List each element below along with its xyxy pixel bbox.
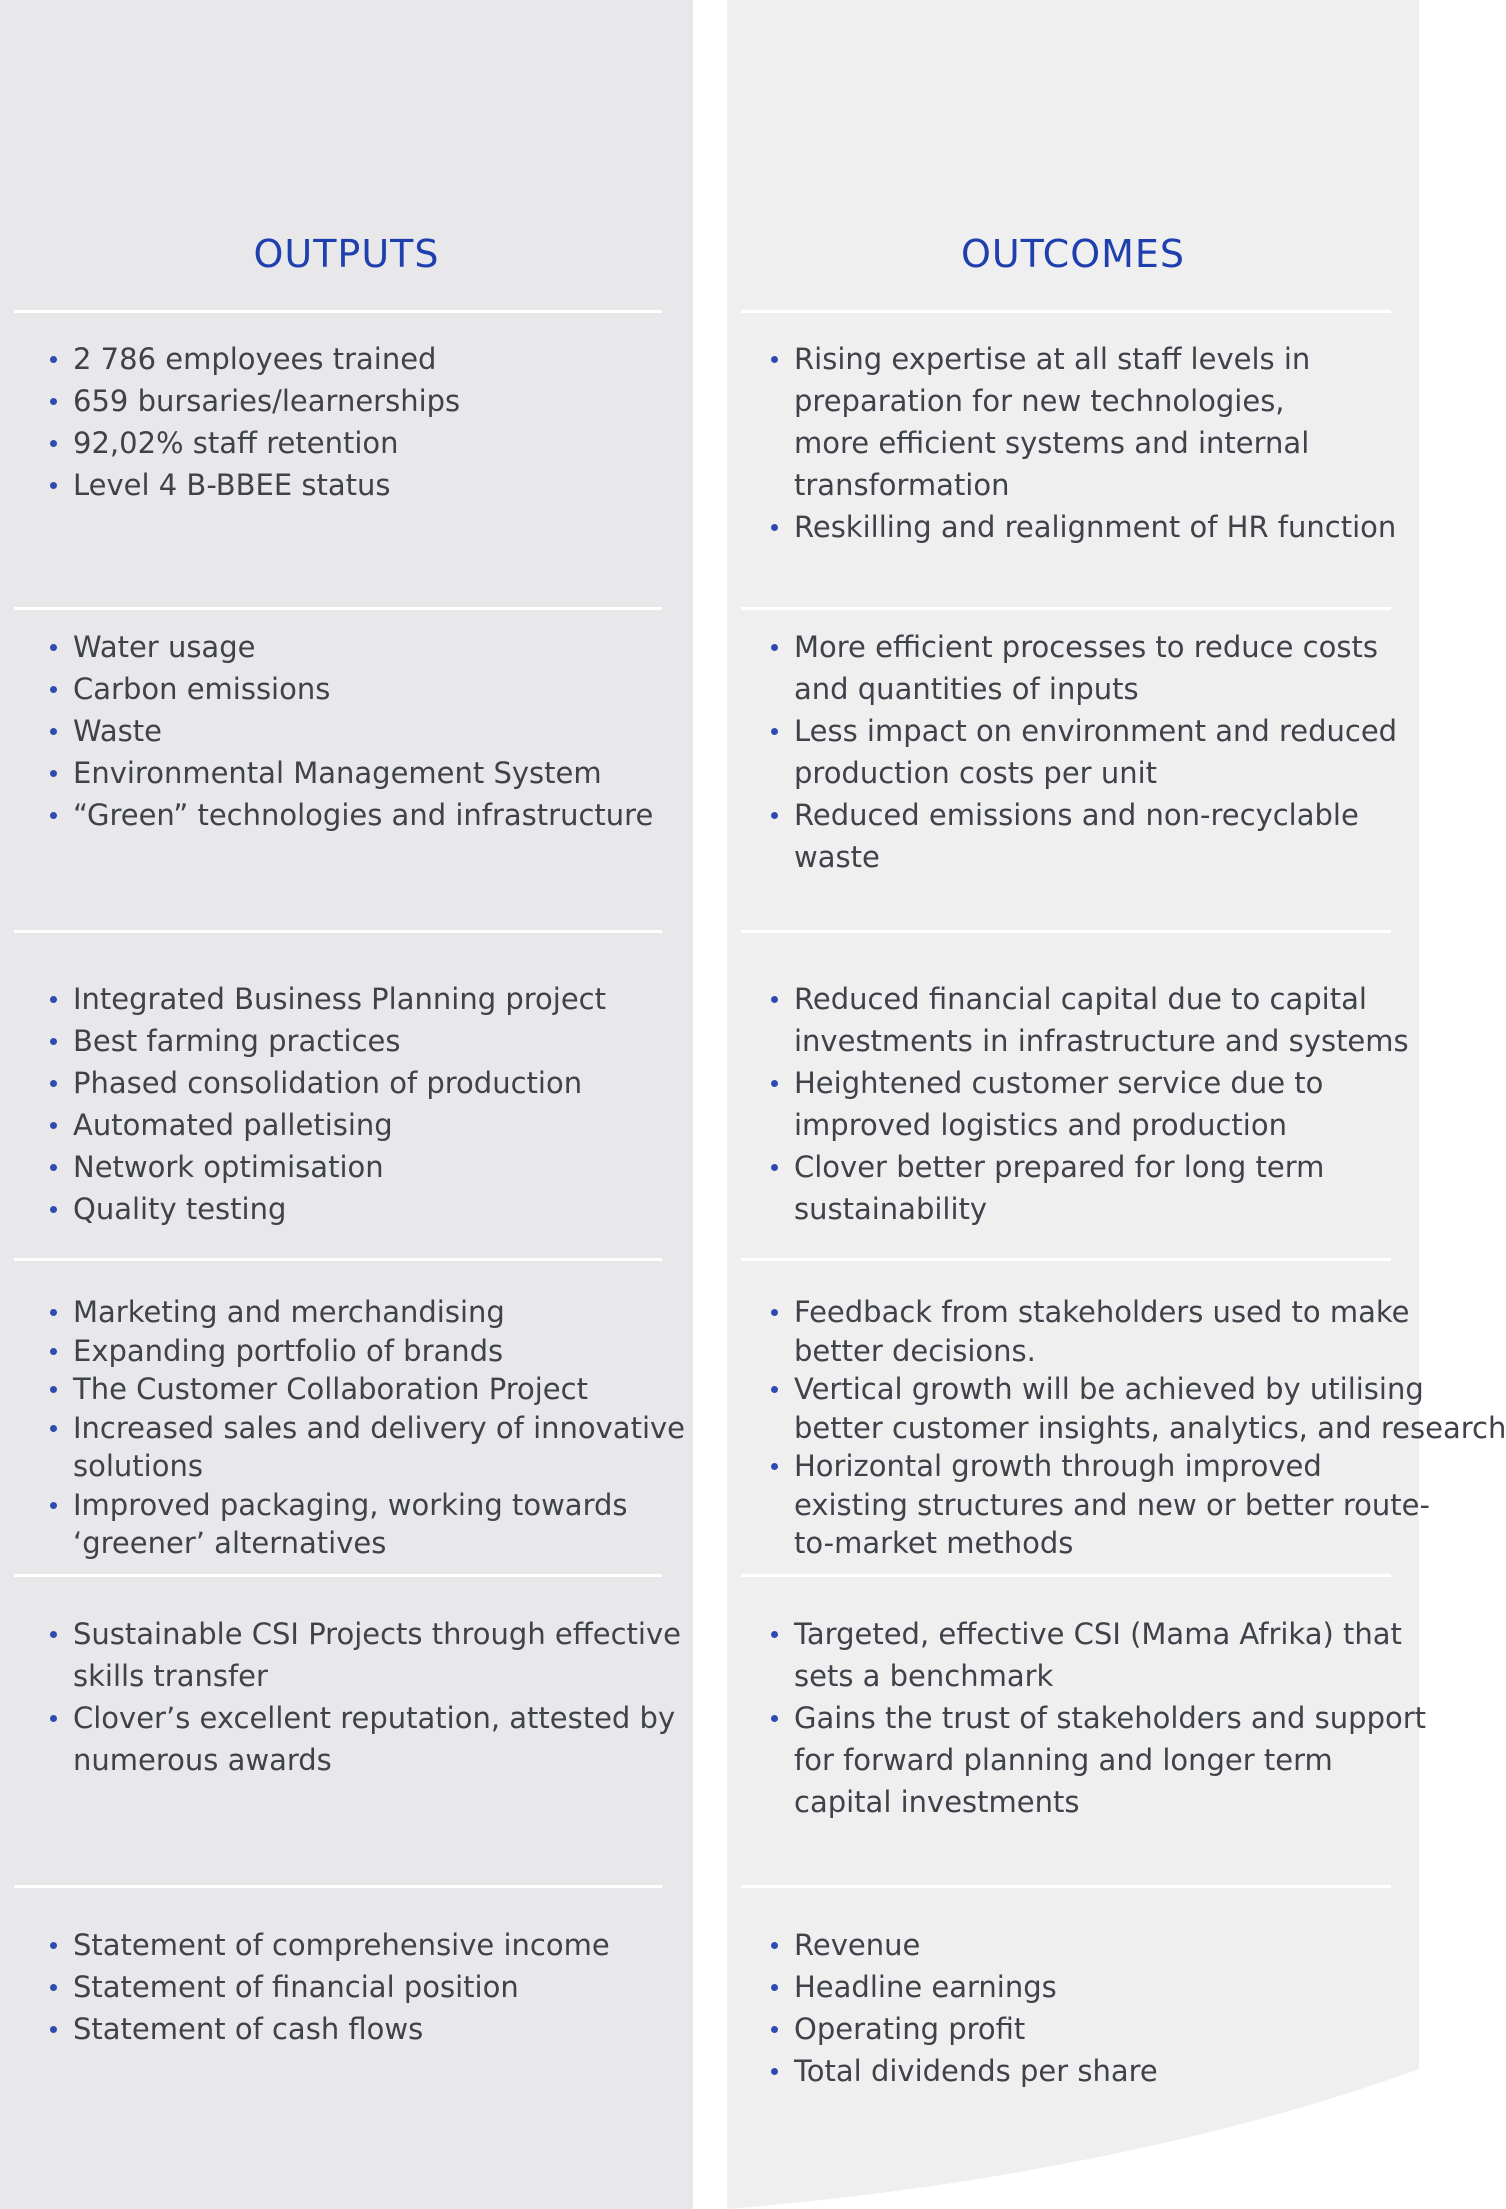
outputs-section-human-capital [44, 338, 684, 506]
list-item: Reduced financial capital due to capital investments in infrastructure and systems [765, 978, 1415, 1062]
divider [14, 1885, 662, 1888]
list-item: Clover better prepared for long term sustainability [765, 1146, 1415, 1230]
list-item: Targeted, effective CSI (Mama Afrika) that sets a benchmark [765, 1613, 1415, 1697]
list-item: Quality testing [44, 1188, 684, 1230]
divider [741, 1258, 1391, 1261]
list-item: Network optimisation [44, 1146, 684, 1188]
list-item: More efficient processes to reduce costs and quantities of inputs [765, 626, 1415, 710]
list-item: Gains the trust of stakeholders and support for forward planning and longer term capital investments [765, 1697, 1415, 1823]
list-item: Operating profit [765, 2008, 1415, 2050]
outputs-column [0, 0, 693, 2209]
list-item: Level 4 B-BBEE status [44, 464, 684, 506]
list-item: Integrated Business Planning project [44, 978, 684, 1020]
divider [14, 1258, 662, 1261]
outputs-section-natural-capital [44, 626, 684, 836]
list-item: Vertical growth will be achieved by utilising better customer insights, analytics, and research [765, 1370, 1415, 1447]
divider [741, 310, 1391, 313]
list-item: Waste [44, 710, 684, 752]
outputs-section-financial-capital [44, 1924, 684, 2050]
outcomes-column [727, 0, 1506, 2209]
divider [741, 607, 1391, 610]
list-item: Reduced emissions and non-recyclable waste [765, 794, 1415, 878]
divider [14, 310, 662, 313]
list-item: Carbon emissions [44, 668, 684, 710]
outcomes-section-intellectual-capital [765, 1293, 1506, 1563]
outputs-section-manufactured-capital [44, 978, 684, 1230]
list-item: Total dividends per share [765, 2050, 1415, 2092]
list-item: Water usage [44, 626, 684, 668]
list-item: Reskilling and realignment of HR function [765, 506, 1415, 548]
list-item: Clover’s excellent reputation, attested by numerous awards [44, 1697, 684, 1781]
divider [741, 1574, 1391, 1577]
list-item: Expanding portfolio of brands [44, 1332, 684, 1371]
list-item: Sustainable CSI Projects through effective skills transfer [44, 1613, 684, 1697]
list-item: Headline earnings [765, 1966, 1415, 2008]
outcomes-section-financial-capital [765, 1924, 1415, 2092]
list-item: Phased consolidation of production [44, 1062, 684, 1104]
list-item: Revenue [765, 1924, 1415, 1966]
list-item: 92,02% staff retention [44, 422, 684, 464]
outputs-section-intellectual-capital [44, 1293, 684, 1563]
list-item: Feedback from stakeholders used to make better decisions. [765, 1293, 1415, 1370]
list-item: Horizontal growth through improved existing structures and new or better route- to-market methods [765, 1447, 1415, 1563]
list-item: Best farming practices [44, 1020, 684, 1062]
divider [14, 1574, 662, 1577]
outputs-heading: OUTPUTS [253, 232, 440, 276]
outcomes-heading: OUTCOMES [960, 232, 1186, 276]
list-item: Rising expertise at all staff levels in preparation for new technologies, more efficient systems and internal transformation [765, 338, 1415, 506]
list-item: Environmental Management System [44, 752, 684, 794]
list-item: Statement of comprehensive income [44, 1924, 684, 1966]
list-item: Heightened customer service due to improved logistics and production [765, 1062, 1415, 1146]
list-item: 659 bursaries/learnerships [44, 380, 684, 422]
outputs-section-social-capital [44, 1613, 684, 1781]
outcomes-section-natural-capital [765, 626, 1415, 878]
list-item: Statement of cash flows [44, 2008, 684, 2050]
outcomes-section-manufactured-capital [765, 978, 1415, 1230]
divider [741, 1885, 1391, 1888]
list-item: Marketing and merchandising [44, 1293, 684, 1332]
list-item: The Customer Collaboration Project [44, 1370, 684, 1409]
list-item: 2 786 employees trained [44, 338, 684, 380]
list-item: Statement of financial position [44, 1966, 684, 2008]
divider [741, 930, 1391, 933]
divider [14, 607, 662, 610]
outcomes-section-social-capital [765, 1613, 1427, 1823]
list-item: Automated palletising [44, 1104, 684, 1146]
list-item: “Green” technologies and infrastructure [44, 794, 684, 836]
list-item: Less impact on environment and reduced production costs per unit [765, 710, 1415, 794]
divider [14, 930, 662, 933]
outcomes-section-human-capital [765, 338, 1415, 548]
list-item: Increased sales and delivery of innovative solutions [44, 1409, 684, 1486]
list-item: Improved packaging, working towards ‘greener’ alternatives [44, 1486, 684, 1563]
